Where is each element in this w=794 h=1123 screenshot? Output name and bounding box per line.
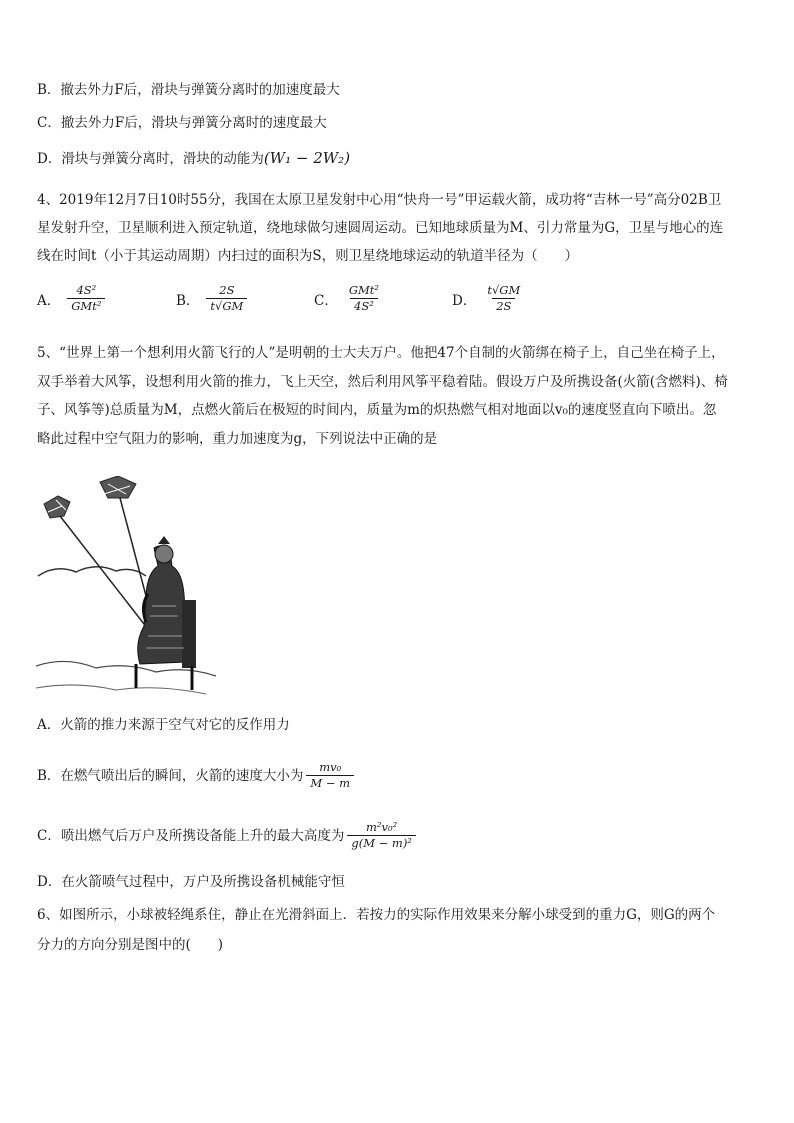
q4-option-a: [37, 283, 108, 314]
q5-option-b-fraction: [306, 760, 354, 791]
q3-option-d: [37, 148, 350, 169]
q4-option-c-fraction: [345, 283, 383, 314]
q4-option-d: [452, 283, 527, 314]
q4-line-1: 4、2019年12月7日10时55分，我国在太原卫星发射中心用“快舟一号”甲运载火箭，成功将“吉林一号”高分02B卫: [37, 192, 722, 208]
q5-option-c: [37, 820, 419, 851]
q4-option-b-fraction: [206, 283, 247, 314]
q5-line-1: 5、“世界上第一个想利用火箭飞行的人”是明朝的士大夫万户。他把47个自制的火箭绑在椅子上，自己坐在椅子上，: [37, 345, 725, 361]
q4-option-c-label: C．: [314, 292, 338, 309]
q4-option-b-label: B．: [176, 292, 200, 309]
q5-line-3: 子、风筝等)总质量为M，点燃火箭后在极短的时间内，质量为m的炽热燃气相对地面以v₀的速度竖直向下喷出。忽: [37, 402, 717, 418]
q4-option-b: [176, 283, 250, 314]
q3-option-d-text: D．滑块与弹簧分离时，滑块的动能为: [37, 151, 264, 167]
q5-option-c-text: C．喷出燃气后万户及所携设备能上升的最大高度为: [37, 827, 345, 844]
q3-option-d-expr: (W₁ − 2W₂): [263, 149, 351, 167]
q4-option-c-den: 4S²: [350, 298, 378, 314]
q4-option-d-num: t√GM: [487, 283, 521, 297]
q4-option-a-num: 4S²: [76, 283, 97, 297]
question-5-stem: [37, 339, 757, 453]
q4-option-a-label: A．: [37, 292, 61, 309]
q4-option-b-den: t√GM: [206, 298, 247, 314]
q4-option-c: [314, 283, 386, 314]
q6-line-2: 分力的方向分别是图中的( ): [37, 937, 224, 953]
q6-line-1: 6、如图所示，小球被轻绳系住，静止在光滑斜面上．若按力的实际作用效果来分解小球受到的重力G，则G的两个: [37, 907, 716, 923]
q3-option-c: C．撤去外力F后，滑块与弹簧分离时的速度最大: [37, 115, 327, 131]
q4-option-d-label: D．: [452, 292, 477, 309]
question-4-stem: [37, 186, 757, 270]
q5-option-b: [37, 760, 357, 791]
question-6-stem: [37, 900, 757, 960]
q3-option-b: B．撤去外力F后，滑块与弹簧分离时的加速度最大: [37, 82, 340, 98]
q5-option-c-fraction: [347, 820, 416, 851]
q4-option-b-num: 2S: [219, 283, 235, 297]
q5-line-4: 略此过程中空气阻力的影响，重力加速度为g，下列说法中正确的是: [37, 430, 438, 447]
q4-line-2: 星发射升空，卫星顺利进入预定轨道，绕地球做匀速圆周运动。已知地球质量为M、引力常量为G，卫星与地心的连: [37, 220, 724, 236]
q5-option-a: A．火箭的推力来源于空气对它的反作用力: [37, 717, 290, 733]
q4-option-c-num: GMt²: [348, 283, 380, 297]
q4-option-d-den: 2S: [492, 298, 515, 314]
q5-option-d: D．在火箭喷气过程中，万户及所携设备机械能守恒: [37, 874, 345, 890]
q5-option-c-den: g(M − m)²: [347, 835, 416, 851]
q4-line-3: 线在时间t（小于其运动周期）内扫过的面积为S，则卫星绕地球运动的轨道半径为（ ）: [37, 248, 579, 264]
wan-hu-illustration: [36, 476, 216, 696]
q5-option-c-num: m²v₀²: [366, 820, 398, 834]
q5-option-b-text: B．在燃气喷出后的瞬间，火箭的速度大小为: [37, 767, 304, 784]
q5-option-b-num: mv₀: [319, 760, 342, 774]
q4-option-a-fraction: [67, 283, 105, 314]
q5-option-b-den: M − m: [306, 775, 354, 791]
q4-option-d-fraction: [483, 283, 524, 314]
q4-option-a-den: GMt²: [67, 298, 105, 314]
q5-line-2: 双手举着大风筝，设想利用火箭的推力，飞上天空，然后利用风筝平稳着陆。假设万户及所携设备(火箭(含燃料)、椅: [37, 373, 728, 390]
